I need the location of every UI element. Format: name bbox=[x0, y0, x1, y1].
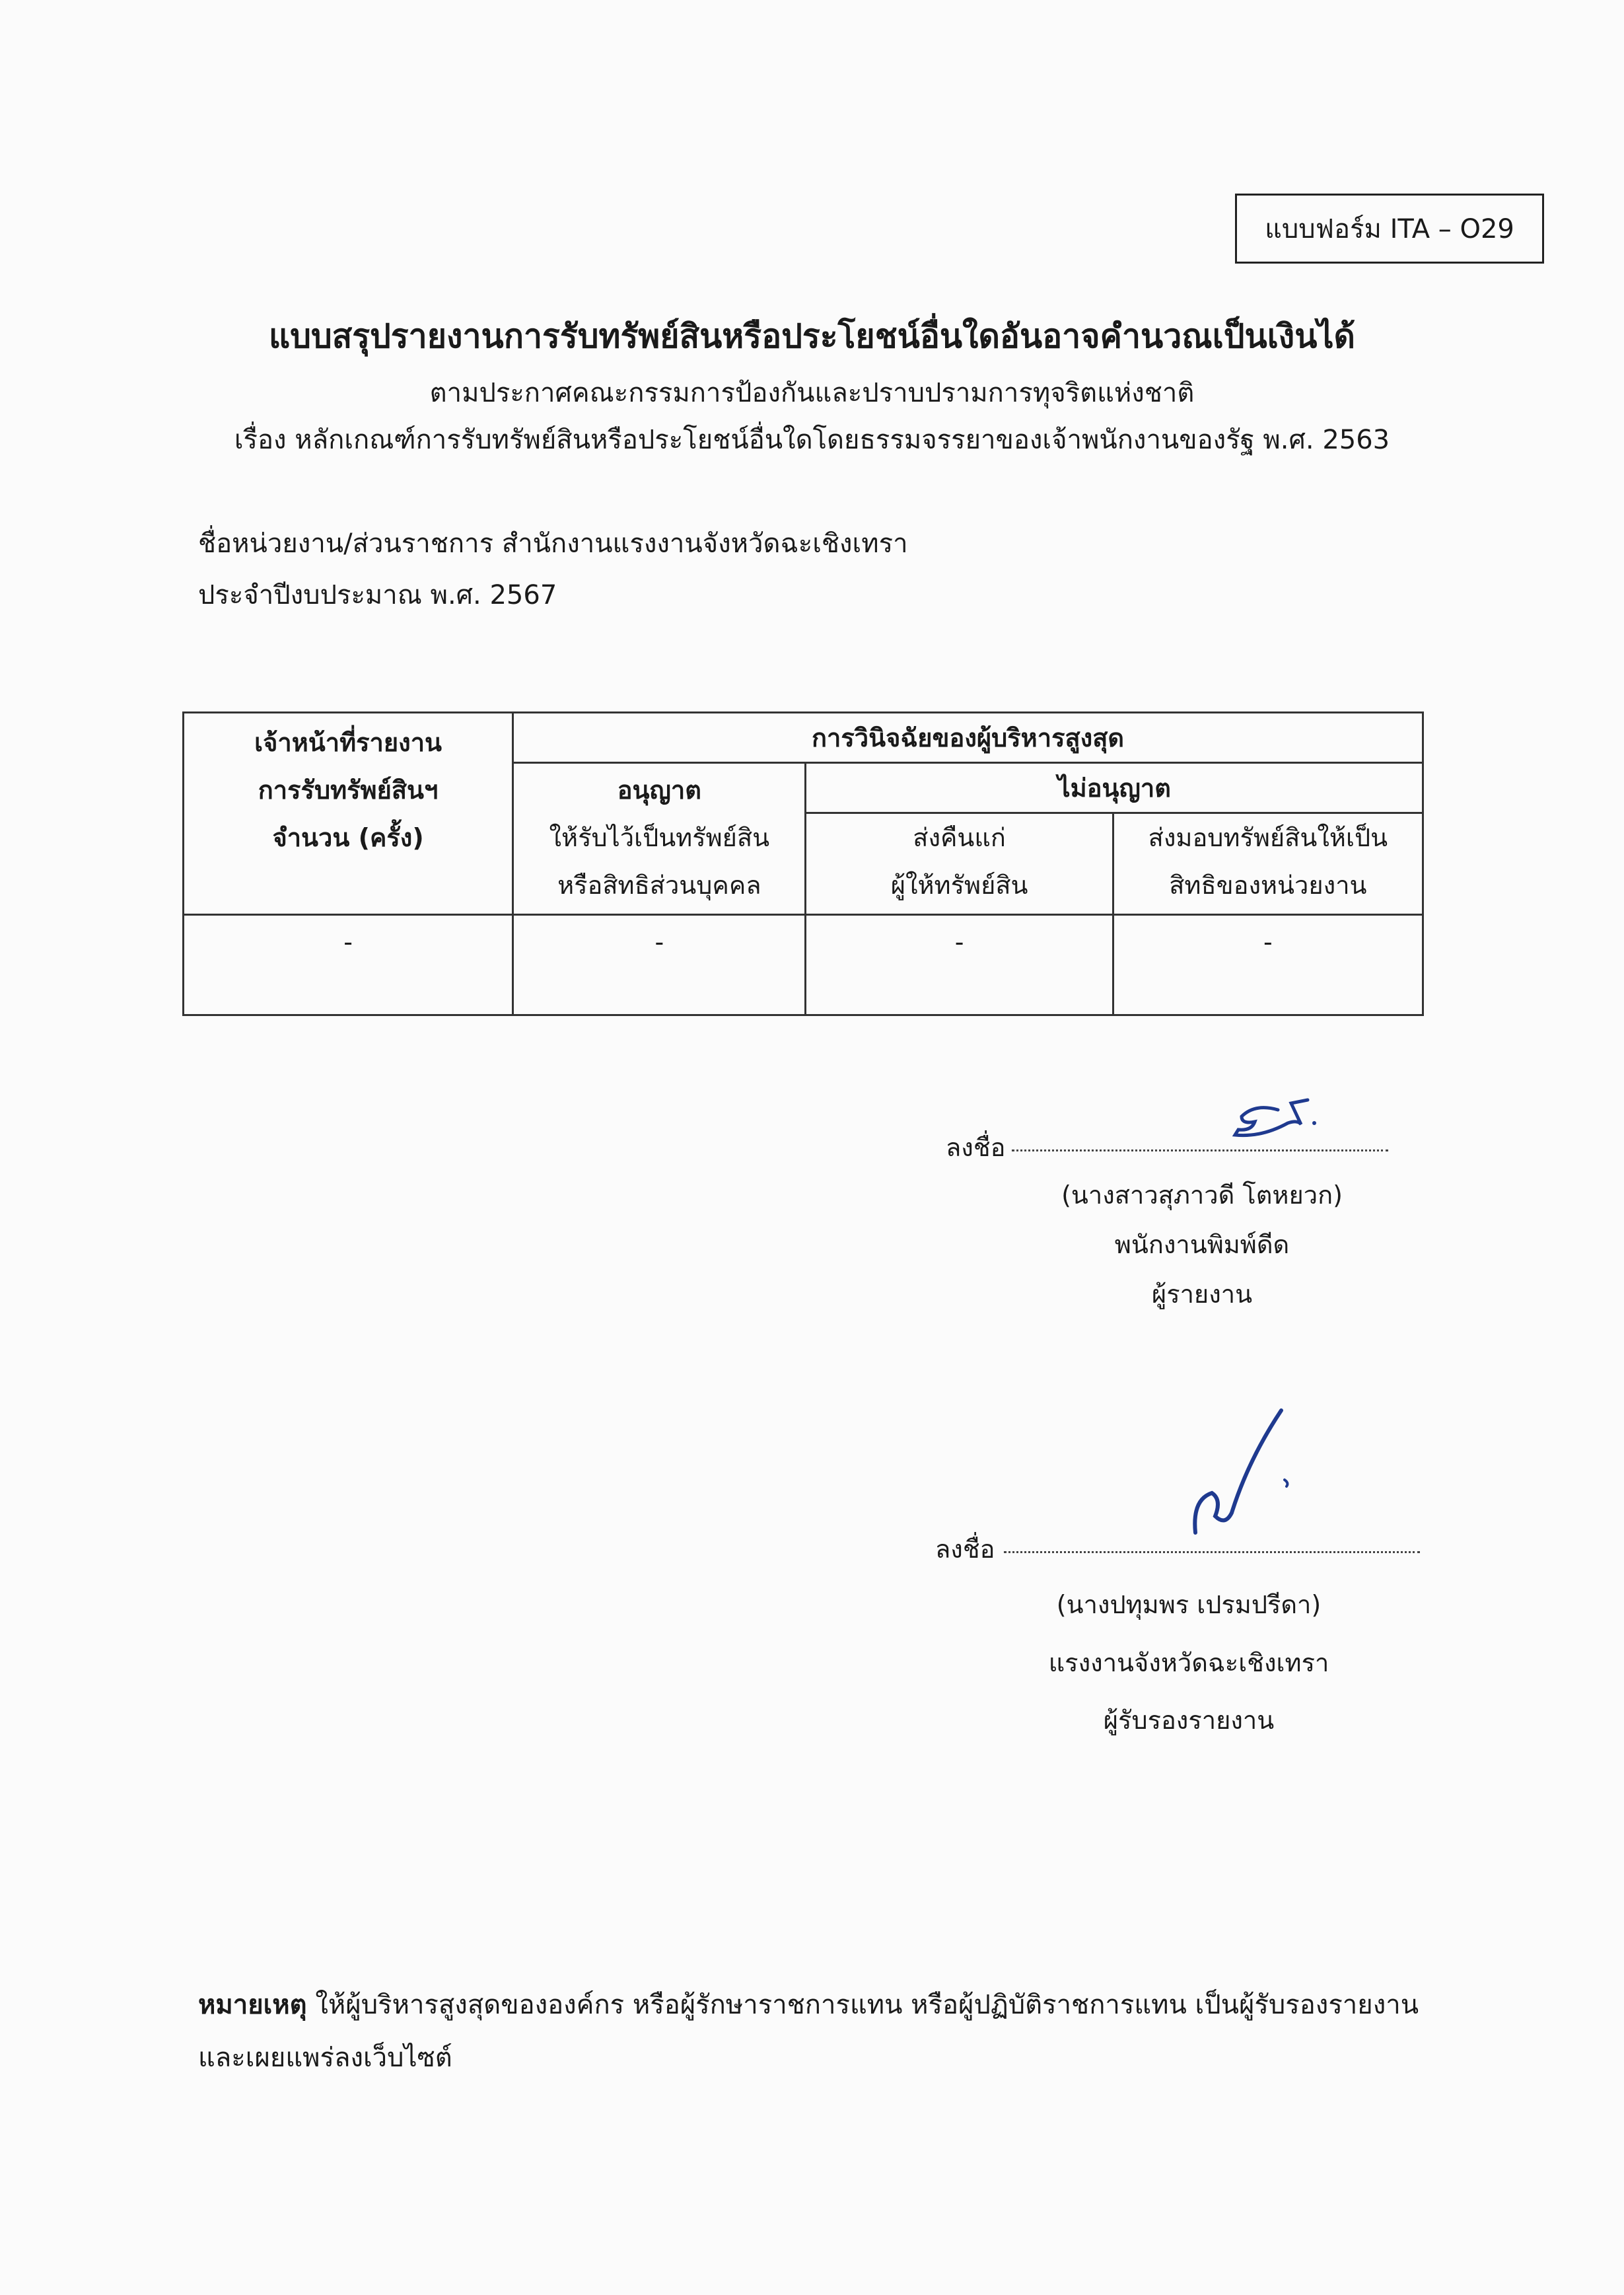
officer-header-line2: การรับทรัพย์สินฯ bbox=[258, 776, 439, 805]
deliver-cell bbox=[1113, 813, 1423, 915]
reporter-role: ผู้รายงาน bbox=[1151, 1280, 1253, 1309]
certifier-sign-line bbox=[1004, 1551, 1420, 1553]
certifier-position: แรงงานจังหวัดฉะเชิงเทรา bbox=[1048, 1648, 1329, 1677]
return-cell bbox=[806, 813, 1113, 915]
reporter-name: (นางสาวสุภาวดี โตหยวก) bbox=[1061, 1181, 1343, 1210]
reporter-sign-label: ลงชื่อ bbox=[946, 1133, 1006, 1162]
deliver-line1: ส่งมอบทรัพย์สินให้เป็น bbox=[1148, 823, 1388, 852]
deliver-line2: สิทธิของหน่วยงาน bbox=[1169, 871, 1367, 900]
officer-header-line1: เจ้าหน้าที่รายงาน bbox=[254, 728, 442, 757]
approve-line2: หรือสิทธิส่วนบุคคล bbox=[557, 871, 761, 900]
certifier-role: ผู้รับรองรายงาน bbox=[1103, 1706, 1275, 1735]
table-cell: - bbox=[806, 915, 1113, 1015]
approve-cell bbox=[513, 763, 806, 915]
decision-header: การวินิจฉัยของผู้บริหารสูงสุด bbox=[513, 713, 1423, 763]
certifier-sign-label: ลงชื่อ bbox=[935, 1535, 995, 1564]
fiscal-year-line: ประจำปีงบประมาณ พ.ศ. 2567 bbox=[198, 580, 557, 610]
certifier-signature-icon bbox=[1176, 1401, 1308, 1546]
document-title: แบบสรุปรายงานการรับทรัพย์สินหรือประโยชน์อื่นใดอันอาจคำนวณเป็นเงินได้ bbox=[268, 317, 1356, 355]
footnote-label: หมายเหตุ bbox=[198, 1990, 307, 2020]
reporter-position: พนักงานพิมพ์ดีด bbox=[1114, 1230, 1290, 1259]
table-cell: - bbox=[1113, 915, 1423, 1015]
footnote-text: ให้ผู้บริหารสูงสุดขององค์กร หรือผู้รักษาราชการแทน หรือผู้ปฏิบัติราชการแทน เป็นผู้รับรองรายงานและเผยแพร่ลงเว็บไซต์ bbox=[198, 1990, 1419, 2073]
footnote bbox=[198, 1979, 1453, 2084]
approve-header: อนุญาต bbox=[617, 776, 701, 805]
document-subtitle-1: ตามประกาศคณะกรรมการป้องกันและปราบปรามการทุจริตแห่งชาติ bbox=[429, 378, 1195, 408]
approve-line1: ให้รับไว้เป็นทรัพย์สิน bbox=[549, 823, 770, 852]
return-line2: ผู้ให้ทรัพย์สิน bbox=[890, 871, 1028, 900]
form-code: แบบฟอร์ม ITA – O29 bbox=[1265, 214, 1514, 244]
officer-header-line3: จำนวน (ครั้ง) bbox=[272, 823, 424, 852]
reporter-sign-line bbox=[1012, 1149, 1388, 1151]
reporter-signature-icon bbox=[1215, 1083, 1321, 1156]
reject-header: ไม่อนุญาต bbox=[806, 763, 1423, 813]
form-code-box bbox=[1235, 194, 1544, 264]
report-table bbox=[182, 711, 1424, 1016]
table-cell: - bbox=[513, 915, 806, 1015]
table-row bbox=[184, 915, 1423, 1015]
document-subtitle-2: เรื่อง หลักเกณฑ์การรับทรัพย์สินหรือประโยชน์อื่นใดโดยธรรมจรรยาของเจ้าพนักงานของรัฐ พ.ศ. 2563 bbox=[234, 425, 1390, 455]
certifier-name: (นางปทุมพร เปรมปรีดา) bbox=[1056, 1590, 1322, 1619]
officer-count-header bbox=[184, 713, 513, 915]
agency-line: ชื่อหน่วยงาน/ส่วนราชการ สำนักงานแรงงานจังหวัดฉะเชิงเทรา bbox=[198, 528, 908, 559]
table-cell: - bbox=[184, 915, 513, 1015]
return-line1: ส่งคืนแก่ bbox=[913, 823, 1006, 852]
